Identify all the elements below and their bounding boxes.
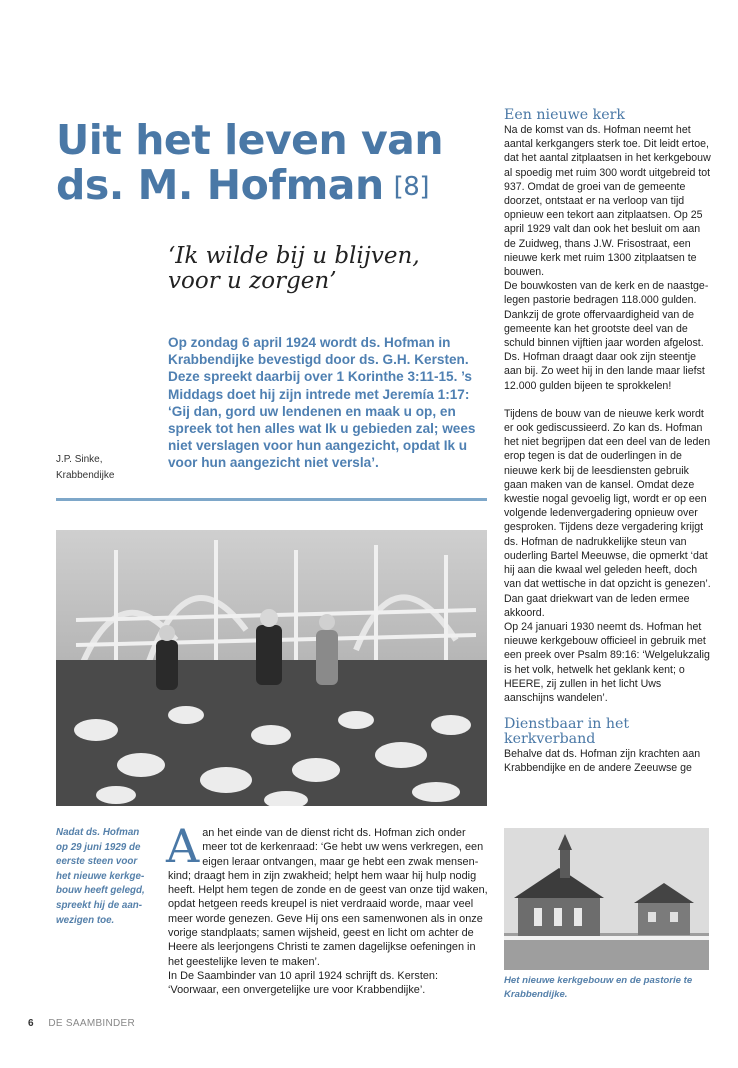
article-body bbox=[166, 819, 488, 998]
page-number: 6 bbox=[28, 1018, 34, 1029]
author-place: Krabbendijke bbox=[56, 470, 115, 481]
magazine-name: DE SAAMBINDER bbox=[48, 1018, 136, 1029]
body-paragraph-2: In De Saambinder van 10 april 1924 schrijft ds. Kersten: ‘Voorwaar, een onvergetelijke ure voor Krabbendijke’. bbox=[168, 969, 438, 997]
article-title bbox=[56, 118, 476, 210]
author-byline bbox=[56, 452, 114, 484]
section-heading-kerkverband: Dienstbaar in het kerkverband bbox=[504, 716, 630, 748]
right-paragraph-4: Op 24 januari 1930 neemt ds. Hofman het nieuwe kerkgebouw officieel in gebruik met een preek over Psalm 89:16: ‘Welgelukzalig is het volk, hetwelk het geklank kent; o HEERE, zij zullen in het licht Uws aanschijns wandelen’. bbox=[504, 620, 710, 704]
right-paragraph-2: De bouwkosten van de kerk en de naastgelegen pastorie bedragen 118.000 gulden. Dankzij de grote offervaardigheid van de gemeente kan het grootste deel van de schuld binnen vijftien jaar worden afgelost. Ds. Hofman draagt daar ook zijn steentje aan bij. Zo weet hij in den lande maar liefst 12.000 gulden bijeen te sprokkelen! bbox=[504, 280, 709, 392]
drop-cap: A bbox=[166, 819, 200, 873]
article-subtitle: ‘Ik wilde bij u blijven, voor u zorgen’ bbox=[168, 243, 420, 294]
right-column bbox=[504, 108, 711, 776]
church-photo bbox=[504, 828, 709, 970]
section-divider bbox=[56, 498, 487, 501]
page-footer bbox=[28, 1018, 135, 1029]
right-paragraph-3: Tijdens de bouw van de nieuwe kerk wordt er ook gediscussieerd. Zo kan ds. Hofman het niet begrijpen dat een deel van de leden erop tegen is dat de ouderlingen in de nieuwe kerk bij de leesdiensten gebruik gaan maken van de kansel. Omdat deze kwestie nogal gevoelig ligt, wordt er op een volgende ledenvergadering opnieuw over gesproken. Tijdens deze vergadering krijgt ds. Hofman de nadrukkelijke steun van ouderling Bartel Meeuwse, die opmerkt ‘dat hij aan die kwaal wel geleden heeft, doch van dat wettische in dat opzicht is genezen’. Dan gaat driekwart van de leden ermee akkoord. bbox=[504, 407, 711, 619]
section-heading-new-church: Een nieuwe kerk bbox=[504, 107, 626, 123]
title-line-1: Uit het leven van bbox=[56, 116, 444, 164]
series-number: [8] bbox=[393, 172, 429, 202]
title-line-2: ds. M. Hofman bbox=[56, 161, 384, 209]
right-paragraph-1: Na de komst van ds. Hofman neemt het aantal kerkgangers sterk toe. Dit leidt ertoe, dat het aantal zitplaatsen in het kerkgebouw al spoedig met ruim 300 wordt uitgebreid tot 937. Omdat de groei van de gemeente doorzet, ontstaat er na verloop van tijd opnieuw een tekort aan zitplaatsen. Op 25 april 1929 valt dan ook het besluit om aan de Zuidweg, thans J.W. Frisostraat, een nieuwe kerk met ruim 1300 zitplaatsen te bouwen. bbox=[504, 124, 711, 279]
crowd-photo-caption: Nadat ds. Hofman op 29 juni 1929 de eerste steen voor het nieuwe kerkgebouw heeft gelegd, spreekt hij de aanwezigen toe. bbox=[56, 827, 145, 926]
author-name: J.P. Sinke, bbox=[56, 454, 103, 465]
intro-paragraph: Op zondag 6 april 1924 wordt ds. Hofman in Krabbendijke bevestigd door ds. G.H. Kersten. Deze spreekt daarbij over 1 Korinthe 3:11-15. ’s Middags doet hij zijn intrede met Jeremía 1:17: ‘Gij dan, gord uw lendenen en maak u op, en spreek tot hen alles wat Ik u gebieden zal; wees niet verslagen voor hun aangezicht, opdat Ik u voor hun aangezicht niet versla’. bbox=[168, 335, 476, 471]
body-paragraph-1-text: an het einde van de dienst richt ds. Hofman zich onder meer tot de kerkenraad: ‘Ge hebt uw wens verkregen, een eigen leraar ontvangen, maar ge hebt een zwak mensenkind; draagt hem in zijn zwakheid; helpt hem waar hij hulp nodig heeft. Helpt hem tegen de zonde en de geest van onze tijd waken, opdat hetgeen reeds kreupel is niet verdraaid worde, maar veel meer worde genezen. Geve Hij ons een samenwonen als in onze vorige standplaats; samen wijsheid, geest en licht om achter de Heere als leerjongens Christi te zamen dagelijkse oefeningen in het geestelijke leven te maken’. bbox=[168, 827, 488, 968]
church-photo-caption: Het nieuwe kerkgebouw en de pastorie te Krabbendijke. bbox=[504, 975, 693, 1001]
body-paragraph-1 bbox=[166, 819, 488, 969]
crowd-photo bbox=[56, 530, 487, 806]
right-paragraph-5: Behalve dat ds. Hofman zijn krachten aan Krabbendijke en de andere Zeeuwse ge bbox=[504, 748, 701, 775]
